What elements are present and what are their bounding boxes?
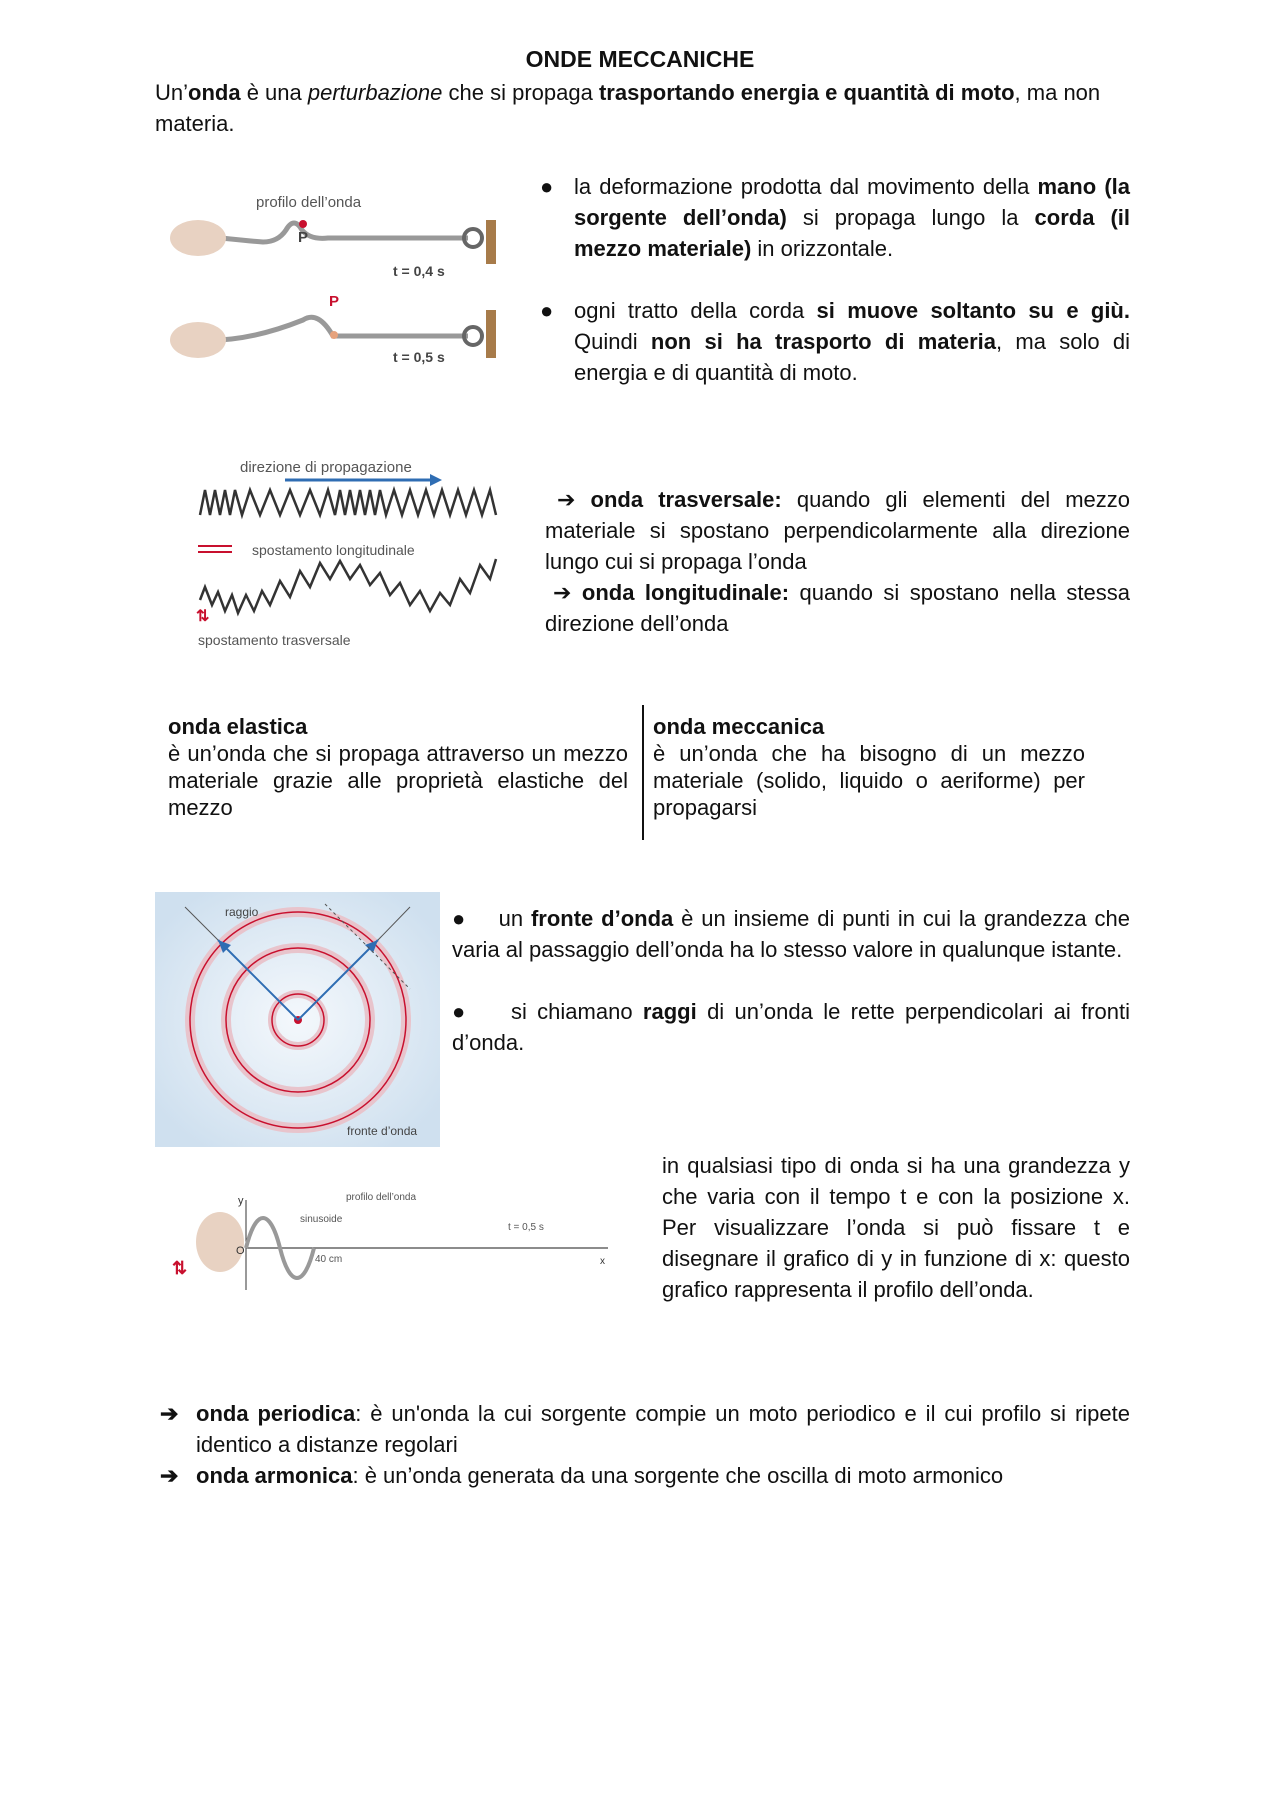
figure-label-length: 40 cm	[315, 1254, 343, 1265]
list-item	[540, 295, 1130, 388]
list-item-text: la deformazione prodotta dal movimento della mano (la sorgente dell’onda) si propaga lungo la corda (il mezzo materiale) in orizzontale.	[574, 174, 1130, 261]
bullet-icon: ●	[540, 174, 554, 199]
spring-wave-figure	[190, 455, 510, 655]
intro-text: Un’	[155, 80, 189, 105]
list-item: ➔ onda longitudinale: quando si spostano nella stessa direzione dell’onda	[545, 580, 1130, 636]
intro-bold-onda: onda	[188, 80, 241, 105]
transversal-spring	[200, 559, 496, 613]
list-item	[160, 1398, 1130, 1460]
intro-bold: trasportando energia e quantità di moto	[598, 80, 1015, 105]
list-item-text: onda periodica: è un'onda la cui sorgente compie un moto periodico e il cui profilo si ripete identico a distanze regolari	[196, 1401, 1130, 1457]
axis-label-y: y	[238, 1195, 244, 1207]
wave-types-list	[545, 484, 1130, 639]
figure-label-front: fronte d’onda	[347, 1124, 418, 1138]
list-item: ➔ onda trasversale: quando gli elementi del mezzo materiale si spostano perpendicolarmente alla direzione lungo cui si propaga l’onda	[545, 487, 1131, 574]
wavefront-figure	[155, 892, 440, 1147]
wavefront-bullets	[452, 903, 1130, 1058]
hand-icon	[196, 1212, 244, 1272]
time-label-bottom: t = 0,5 s	[393, 349, 445, 365]
figure-label-long: spostamento longitudinale	[252, 542, 415, 558]
longitudinal-spring	[200, 490, 496, 515]
arrow-icon: ➔	[553, 580, 572, 605]
arrow-icon: ➔	[160, 1463, 179, 1488]
definitions-table	[168, 705, 1130, 840]
vertical-arrow-icon: ⇅	[172, 1258, 188, 1278]
intro-text: che si propaga	[442, 80, 599, 105]
list-item-text: onda armonica: è un’onda generata da una sorgente che oscilla di moto armonico	[196, 1463, 1004, 1488]
arrow-icon: ➔	[557, 487, 576, 512]
figure-label-direction: direzione di propagazione	[240, 459, 412, 476]
axis-label-x: x	[600, 1256, 605, 1267]
rope-bullets	[540, 171, 1130, 388]
bullet-icon: ●	[540, 298, 554, 323]
bullet-icon: ●	[452, 999, 470, 1024]
table-cell-left	[168, 713, 628, 821]
wall-bottom	[486, 310, 496, 358]
figure-label-sinusoid: sinusoide	[300, 1214, 343, 1225]
bullet-icon: ●	[452, 906, 468, 931]
point-p-label: P	[329, 293, 340, 310]
list-item	[540, 171, 1130, 264]
point-p-bottom	[330, 331, 338, 339]
list-item: ● si chiamano raggi di un’onda le rette perpendicolari ai fronti d’onda.	[452, 999, 1130, 1055]
rope-wave-figure	[168, 180, 518, 390]
trans-arrow-icon: ⇅	[196, 608, 210, 625]
intro-text: è una	[240, 80, 308, 105]
list-item-text: ogni tratto della corda si muove soltanto su e giù. Quindi non si ha trasporto di materia, ma solo di energia e di quantità di moto.	[574, 298, 1130, 385]
profile-paragraph: in qualsiasi tipo di onda si ha una grandezza y che varia con il tempo t e con la posizione x. Per visualizzare l’onda si può fissare t e disegnare il grafico di y in funzione di x: questo grafico rappresenta il profilo dell’onda.	[662, 1153, 1130, 1302]
figure-label-trans: spostamento trasversale	[198, 632, 351, 648]
table-body-left: è un’onda che si propaga attraverso un mezzo materiale grazie alle proprietà elastiche del mezzo	[168, 741, 628, 820]
arrow-head-icon	[430, 474, 442, 486]
list-item: ● un fronte d’onda è un insieme di punti in cui la grandezza che varia al passaggio dell’onda ha lo stesso valore in qualunque istante.	[452, 906, 1130, 962]
figure-label-profile: profilo dell’onda	[346, 1192, 417, 1203]
wave-profile-figure	[168, 1190, 618, 1300]
list-item	[160, 1460, 1130, 1491]
table-divider	[642, 705, 644, 840]
final-list	[160, 1398, 1130, 1491]
wall-top	[486, 220, 496, 264]
axis-label-origin: O	[236, 1245, 245, 1257]
hand-bottom-icon	[170, 322, 226, 358]
time-label-top: t = 0,4 s	[393, 263, 445, 279]
table-cell-right	[653, 713, 1085, 821]
table-head-right: onda meccanica	[653, 714, 825, 739]
hand-top-icon	[170, 220, 226, 256]
intro-paragraph	[155, 77, 1130, 139]
rope-top	[203, 223, 468, 242]
table-head-left: onda elastica	[168, 714, 308, 739]
figure-label-ray: raggio	[225, 905, 259, 919]
figure-label-time: t = 0,5 s	[508, 1222, 544, 1233]
page-title: ONDE MECCANICHE	[525, 46, 755, 72]
intro-text: , ma non materia.	[155, 80, 1101, 136]
intro-italic: perturbazione	[307, 80, 443, 105]
point-p-label: P	[298, 229, 309, 246]
table-body-right: è un’onda che ha bisogno di un mezzo materiale (solido, liquido o aeriforme) per propagarsi	[653, 741, 1085, 820]
figure-label-profile: profilo dell’onda	[256, 194, 362, 211]
point-p-top	[299, 220, 307, 228]
arrow-icon: ➔	[160, 1401, 179, 1426]
